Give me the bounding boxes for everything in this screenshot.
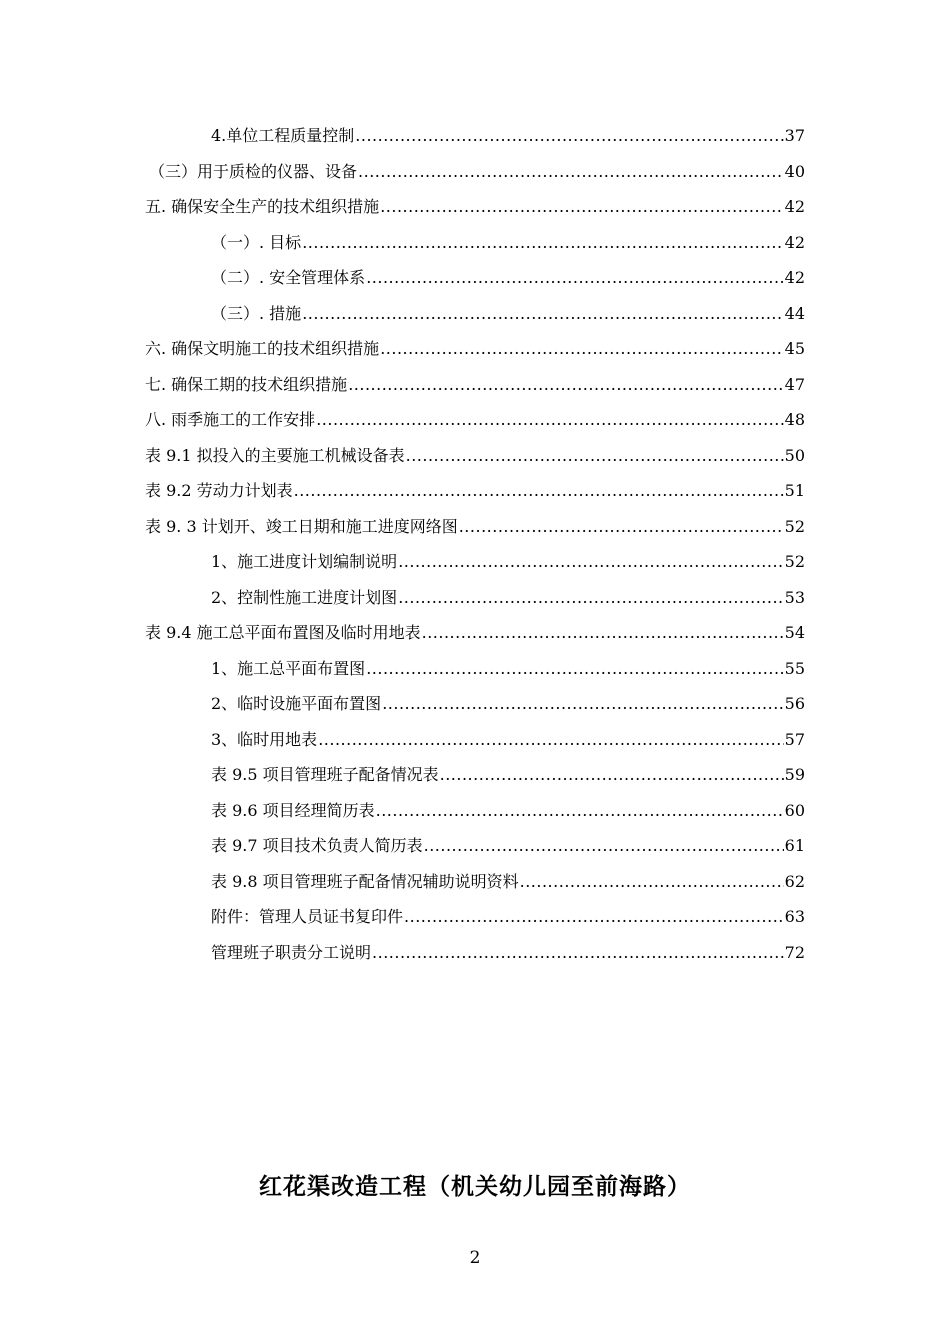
toc-entry-page: 57 (784, 729, 805, 749)
toc-entry[interactable] (211, 935, 805, 971)
toc-entry-title: （三）. 措施 (211, 303, 302, 323)
toc-entry-page: 50 (784, 445, 805, 465)
toc-entry-page: 48 (784, 410, 805, 429)
toc-entry-page: 54 (784, 623, 805, 642)
toc-entry-title: 2、控制性施工进度计划图 (211, 587, 398, 607)
toc-entry-page: 42 (784, 232, 805, 252)
toc-entry-title: 表 9.5 项目管理班子配备情况表 (211, 765, 439, 784)
toc-dot-leader (318, 722, 783, 758)
toc-dot-leader (366, 651, 783, 687)
toc-entry-title: 表 9.4 施工总平面布置图及临时用地表 (145, 623, 421, 642)
toc-dot-leader (459, 509, 784, 545)
toc-entry[interactable] (145, 402, 805, 438)
toc-entry-page: 45 (784, 339, 805, 358)
toc-entry[interactable] (211, 651, 805, 687)
toc-entry-title: 2、临时设施平面布置图 (211, 694, 382, 713)
toc-dot-leader (398, 580, 783, 616)
toc-entry-page: 37 (784, 126, 805, 145)
toc-entry-title: 六. 确保文明施工的技术组织措施 (145, 339, 380, 358)
toc-entry-page: 44 (784, 303, 805, 323)
toc-dot-leader (520, 864, 784, 900)
toc-entry[interactable] (145, 509, 805, 545)
toc-entry-page: 52 (784, 516, 805, 536)
toc-entry[interactable] (145, 367, 805, 403)
toc-entry[interactable] (145, 615, 805, 651)
toc-dot-leader (440, 757, 784, 793)
toc-entry-title: 五. 确保安全生产的技术组织措施 (145, 197, 380, 216)
toc-entry-title: 3、临时用地表 (211, 729, 318, 749)
toc-entry[interactable] (149, 154, 805, 190)
toc-entry[interactable] (145, 189, 805, 225)
toc-entry-page: 53 (784, 587, 805, 607)
toc-dot-leader (316, 402, 783, 438)
toc-dot-leader (422, 615, 784, 651)
toc-entry[interactable] (211, 899, 805, 935)
toc-entry-page: 47 (784, 374, 805, 394)
toc-entry-title: 附件：管理人员证书复印件 (211, 907, 404, 926)
toc-entry[interactable] (145, 473, 805, 509)
toc-dot-leader (358, 154, 784, 190)
toc-entry[interactable] (211, 864, 805, 900)
toc-entry[interactable] (211, 722, 805, 758)
toc-dot-leader (366, 260, 783, 296)
toc-entry[interactable] (211, 757, 805, 793)
toc-dot-leader (372, 935, 784, 971)
toc-entry[interactable] (211, 686, 805, 722)
toc-entry-title: 表 9.6 项目经理简历表 (211, 800, 375, 820)
toc-entry-title: 八. 雨季施工的工作安排 (145, 410, 316, 429)
page-number: 2 (469, 1248, 481, 1268)
project-title: 红花渠改造工程（机关幼儿园至前海路） (259, 1174, 691, 1200)
toc-entry-page: 72 (784, 942, 805, 962)
toc-entry-title: 表 9.8 项目管理班子配备情况辅助说明资料 (211, 871, 519, 891)
toc-entry[interactable] (211, 544, 805, 580)
toc-entry-page: 59 (784, 765, 805, 784)
toc-dot-leader (376, 793, 784, 829)
toc-dot-leader (398, 544, 783, 580)
toc-entry-page: 60 (784, 800, 805, 820)
toc-entry[interactable] (211, 828, 805, 864)
toc-entry-page: 62 (784, 871, 805, 891)
toc-dot-leader (424, 828, 784, 864)
toc-dot-leader (406, 438, 784, 474)
toc-entry-title: 4.单位工程质量控制 (211, 126, 355, 145)
toc-entry-title: 1、施工总平面布置图 (211, 658, 366, 678)
toc-entry[interactable] (211, 580, 805, 616)
toc-entry-page: 61 (784, 836, 805, 855)
toc-entry[interactable] (145, 331, 805, 367)
toc-entry-title: （一）. 目标 (211, 232, 302, 252)
table-of-contents (0, 118, 950, 970)
toc-entry-page: 40 (784, 161, 805, 181)
toc-entry[interactable] (211, 225, 805, 261)
toc-entry-title: 七. 确保工期的技术组织措施 (145, 374, 348, 394)
toc-entry[interactable] (211, 260, 805, 296)
toc-entry-title: 管理班子职责分工说明 (211, 942, 372, 962)
toc-dot-leader (404, 899, 784, 935)
toc-entry-title: 表 9.7 项目技术负责人简历表 (211, 836, 423, 855)
toc-entry-page: 51 (784, 481, 805, 500)
toc-entry-title: 表 9. 3 计划开、竣工日期和施工进度网络图 (145, 516, 458, 536)
toc-dot-leader (380, 189, 783, 225)
toc-entry-title: 1、施工进度计划编制说明 (211, 552, 398, 571)
toc-dot-leader (294, 473, 784, 509)
toc-dot-leader (348, 367, 783, 403)
toc-dot-leader (302, 296, 783, 332)
toc-entry-title: 表 9.1 拟投入的主要施工机械设备表 (145, 445, 405, 465)
toc-entry-page: 55 (784, 658, 805, 678)
toc-entry-title: （二）. 安全管理体系 (211, 268, 366, 287)
toc-entry[interactable] (145, 438, 805, 474)
toc-entry-page: 63 (784, 907, 805, 926)
toc-entry[interactable] (211, 118, 805, 154)
toc-entry[interactable] (211, 793, 805, 829)
toc-entry-title: （三）用于质检的仪器、设备 (149, 161, 358, 181)
toc-entry-page: 56 (784, 694, 805, 713)
toc-dot-leader (355, 118, 783, 154)
toc-entry-title: 表 9.2 劳动力计划表 (145, 481, 293, 500)
toc-entry[interactable] (211, 296, 805, 332)
toc-dot-leader (380, 331, 783, 367)
toc-entry-page: 42 (784, 197, 805, 216)
toc-entry-page: 42 (784, 268, 805, 287)
toc-dot-leader (302, 225, 783, 261)
toc-dot-leader (382, 686, 783, 722)
toc-entry-page: 52 (784, 552, 805, 571)
